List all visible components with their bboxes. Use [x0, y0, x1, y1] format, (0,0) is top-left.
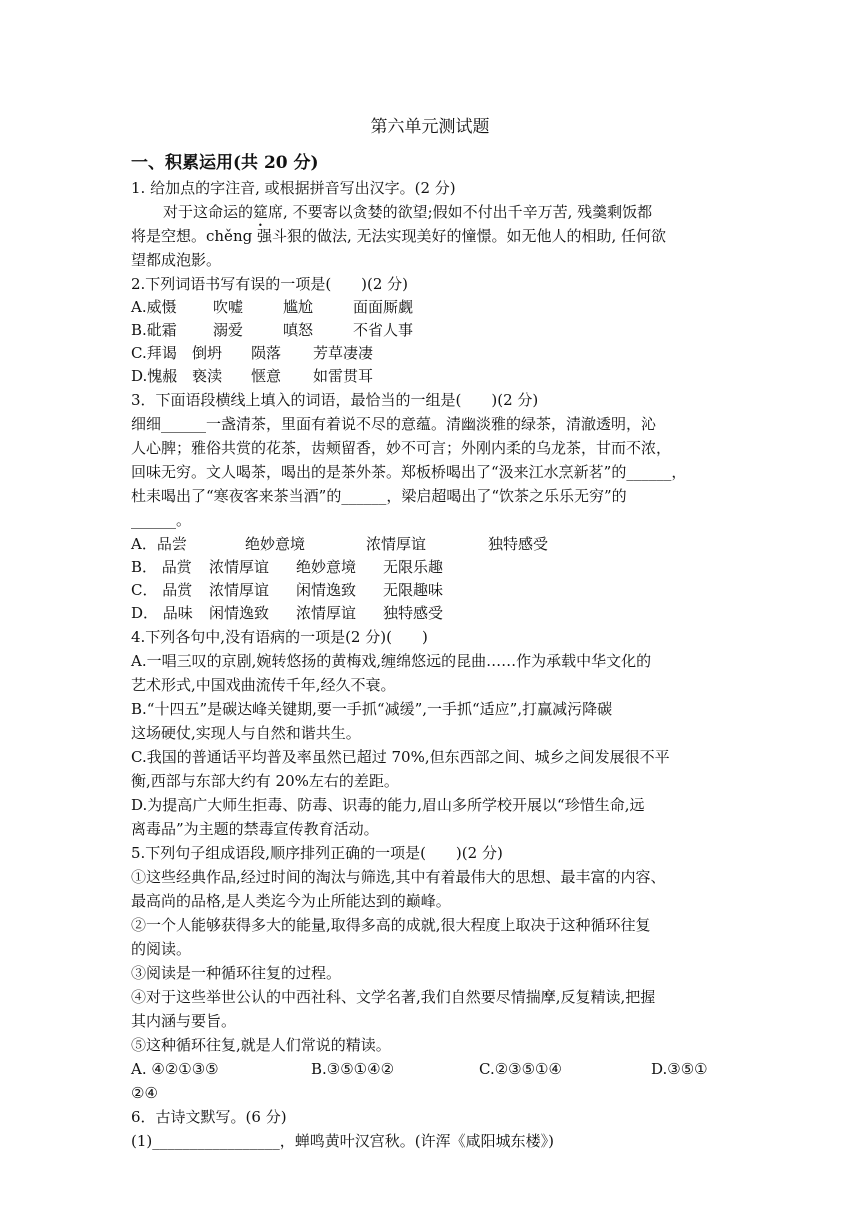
- q2-option-d-1: D.愧赧: [131, 367, 178, 385]
- q3-option-c-2: 浓情厚谊: [209, 581, 270, 599]
- q3-option-d-2: 闲情逸致: [209, 604, 270, 622]
- q1-passage-line-2: 将是空想。chěng 强斗狠的做法, 无法实现美好的憧憬。如无他人的相助, 任何欲: [131, 227, 667, 245]
- q5-sentence-4-line-1: ④对于这些举世公认的中西社科、文学名著,我们自然要尽情揣摩,反复精读,把握: [131, 988, 656, 1006]
- q3-option-d-4: 独特感受: [383, 604, 444, 622]
- q2-option-b-3: 嗔怒: [283, 321, 314, 339]
- q3-option-a-2: 绝妙意境: [245, 535, 306, 553]
- q3-stem: 3．下面语段横线上填入的词语，最恰当的一组是( )(2 分): [131, 391, 539, 409]
- q5-sentence-1-line-2: 最高尚的品格,是人类迄今为止所能达到的巅峰。: [131, 892, 451, 910]
- q3-option-c-1: C． 品赏: [131, 581, 193, 599]
- q2-stem: 2.下列词语书写有误的一项是( )(2 分): [131, 275, 409, 293]
- q6-stem: 6．古诗文默写。(6 分): [131, 1108, 287, 1126]
- q3-option-b-3: 绝妙意境: [296, 558, 357, 576]
- q2-option-c-1: C.拜谒: [131, 344, 177, 362]
- q2-option-b-2: 溺爱: [213, 321, 244, 339]
- q3-option-a-1: A．品尝: [131, 535, 187, 553]
- q6-item-1: (1)_________________，蝉鸣黄叶汉宫秋。(许浑《咸阳城东楼》): [131, 1132, 554, 1150]
- q3-passage-line-1: 细细______一盏清茶，里面有着说不尽的意蕴。清幽淡雅的绿茶，清澈透明，沁: [131, 415, 657, 433]
- q5-option-b: B.③⑤①④②: [311, 1060, 395, 1078]
- q4-option-c-line-1: C.我国的普通话平均普及率虽然已超过 70%,但东西部之间、城乡之间发展很不平: [131, 748, 670, 766]
- q1-text-post: 席, 不要寄以贪婪的欲望;假如不付出千辛万苦, 残羹剩饭都: [268, 203, 653, 221]
- q5-sentence-2-line-2: 的阅读。: [131, 940, 192, 958]
- q1-passage-line-3: 望都成泡影。: [131, 251, 222, 269]
- q4-option-b-line-1: B.“十四五”是碳达峰关键期,要一手抓“减缓”,一手抓“适应”,打赢减污降碳: [131, 700, 613, 718]
- q3-passage-line-3: 回味无穷。文人喝茶，喝出的是茶外茶。郑板桥喝出了“汲来江水烹新茗”的______，: [131, 463, 687, 481]
- q4-option-b-line-2: 这场硬仗,实现人与自然和谐共生。: [131, 724, 361, 742]
- q3-option-b-4: 无限乐趣: [383, 558, 444, 576]
- q4-option-c-line-2: 衡,西部与东部大约有 20%左右的差距。: [131, 772, 399, 790]
- q5-option-a: A. ④②①③⑤: [131, 1060, 219, 1078]
- q2-option-a-1: A.威慑: [131, 298, 177, 316]
- q4-option-a-line-2: 艺术形式,中国戏曲流传千年,经久不衰。: [131, 676, 396, 694]
- q4-option-d-line-2: 离毒品”为主题的禁毒宣传教育活动。: [131, 820, 379, 838]
- q4-stem: 4.下列各句中,没有语病的一项是(2 分)( ): [131, 628, 428, 646]
- q3-option-d-1: D． 品味: [131, 604, 193, 622]
- q2-option-c-2: 倒坍: [192, 344, 223, 362]
- q3-passage-line-4: 杜耒喝出了“寒夜客来茶当酒”的______，梁启超喝出了“饮茶之乐乐无穷”的: [131, 487, 627, 505]
- q2-option-a-2: 吹嘘: [213, 298, 244, 316]
- q5-sentence-3: ③阅读是一种循环往复的过程。: [131, 964, 342, 982]
- q4-option-d-line-1: D.为提高广大师生拒毒、防毒、识毒的能力,眉山多所学校开展以“珍惜生命,远: [131, 796, 645, 814]
- q2-option-c-4: 芳草凄凄: [313, 344, 374, 362]
- q2-option-a-4: 面面厮觑: [353, 298, 414, 316]
- q2-option-a-3: 尴尬: [283, 298, 314, 316]
- q3-option-a-4: 独特感受: [488, 535, 549, 553]
- page-title: 第六单元测试题: [370, 117, 490, 137]
- q3-passage-line-5: ______。: [131, 511, 192, 529]
- q3-option-a-3: 浓情厚谊: [366, 535, 427, 553]
- q2-option-d-4: 如雷贯耳: [313, 367, 374, 385]
- q5-option-d-continued: ②④: [131, 1084, 158, 1102]
- q1-stem: 1. 给加点的字注音, 或根据拼音写出汉字。(2 分): [131, 179, 456, 197]
- q5-stem: 5.下列句子组成语段,顺序排列正确的一项是( )(2 分): [131, 844, 503, 862]
- section-heading: 一、积累运用(共 20 分): [131, 153, 319, 173]
- q5-sentence-2-line-1: ②一个人能够获得多大的能量,取得多高的成就,很大程度上取决于这种循环往复: [131, 916, 651, 934]
- q3-option-d-3: 浓情厚谊: [296, 604, 357, 622]
- q2-option-b-4: 不省人事: [353, 321, 414, 339]
- q2-option-c-3: 陨落: [251, 344, 282, 362]
- q5-sentence-5: ⑤这种循环往复,就是人们常说的精读。: [131, 1036, 391, 1054]
- q5-sentence-4-line-2: 其内涵与要旨。: [131, 1012, 237, 1030]
- q5-sentence-1-line-1: ①这些经典作品,经过时间的淘汰与筛选,其中有着最伟大的思想、最丰富的内容、: [131, 868, 666, 886]
- q4-option-a-line-1: A.一唱三叹的京剧,婉转悠扬的黄梅戏,缠绵悠远的昆曲……作为承载中华文化的: [131, 652, 652, 670]
- q1-dotted-char: 筵: [253, 203, 269, 221]
- q2-option-b-1: B.砒霜: [131, 321, 177, 339]
- q3-passage-line-2: 人心脾；雅俗共赏的花茶，齿颊留香，妙不可言；外刚内柔的乌龙茶，甘而不浓，: [131, 439, 672, 457]
- q3-option-c-3: 闲情逸致: [296, 581, 357, 599]
- q3-option-b-2: 浓情厚谊: [209, 558, 270, 576]
- q5-option-c: C.②③⑤①④: [479, 1060, 562, 1078]
- q3-option-b-1: B． 品赏: [131, 558, 192, 576]
- q2-option-d-2: 亵渎: [192, 367, 223, 385]
- q3-option-c-4: 无限趣味: [383, 581, 444, 599]
- q5-option-d: D.③⑤①: [651, 1060, 708, 1078]
- q2-option-d-3: 惬意: [251, 367, 282, 385]
- q1-text-pre: 对于这命运的: [163, 203, 254, 221]
